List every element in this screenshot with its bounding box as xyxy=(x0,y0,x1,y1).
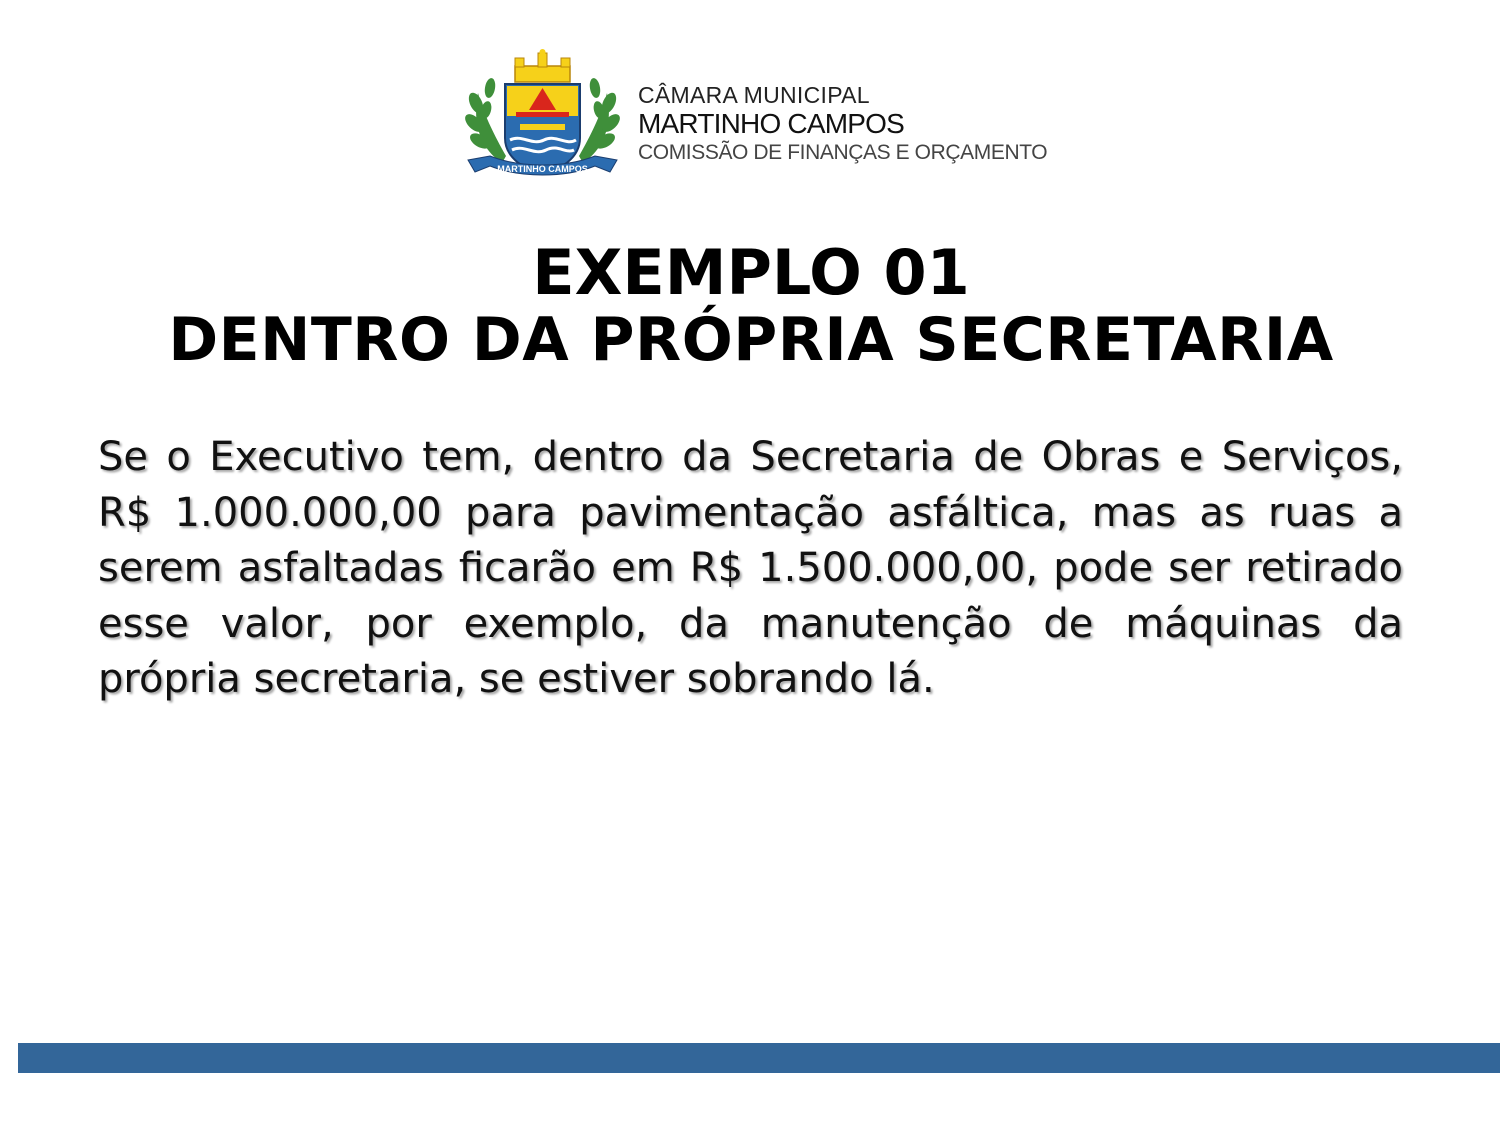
org-chamber-label: CÂMARA MUNICIPAL xyxy=(638,82,870,108)
slide-header xyxy=(460,48,1160,183)
footer-bar xyxy=(18,1043,1500,1073)
slide-title xyxy=(98,238,1404,375)
slide-title-line-2: DENTRO DA PRÓPRIA SECRETARIA xyxy=(168,305,1334,376)
organization-name xyxy=(638,82,1047,165)
org-city-name: MARTINHO CAMPOS xyxy=(638,108,904,140)
right-leaf-branch xyxy=(579,77,623,163)
mural-crown xyxy=(515,49,570,82)
municipal-crest-logo xyxy=(460,48,625,183)
crest-ribbon-text: MARTINHO CAMPOS xyxy=(497,164,588,174)
slide-body-paragraph: Se o Executivo tem, dentro da Secretaria de Obras e Serviços, R$ 1.000.000,00 para pavimentação asfáltica, mas as ruas a serem asfaltadas ficarão em R$ 1.500.000,00, pode ser retirado esse valor, por exemplo, da manutenção de máquinas da própria secretaria, se estiver sobrando lá. xyxy=(98,434,1403,702)
org-commission-name: COMISSÃO DE FINANÇAS E ORÇAMENTO xyxy=(638,140,1048,164)
crest-shield xyxy=(505,84,580,174)
left-laurel-branch xyxy=(462,77,506,163)
slide-title-line-1: EXEMPLO 01 xyxy=(532,236,970,309)
